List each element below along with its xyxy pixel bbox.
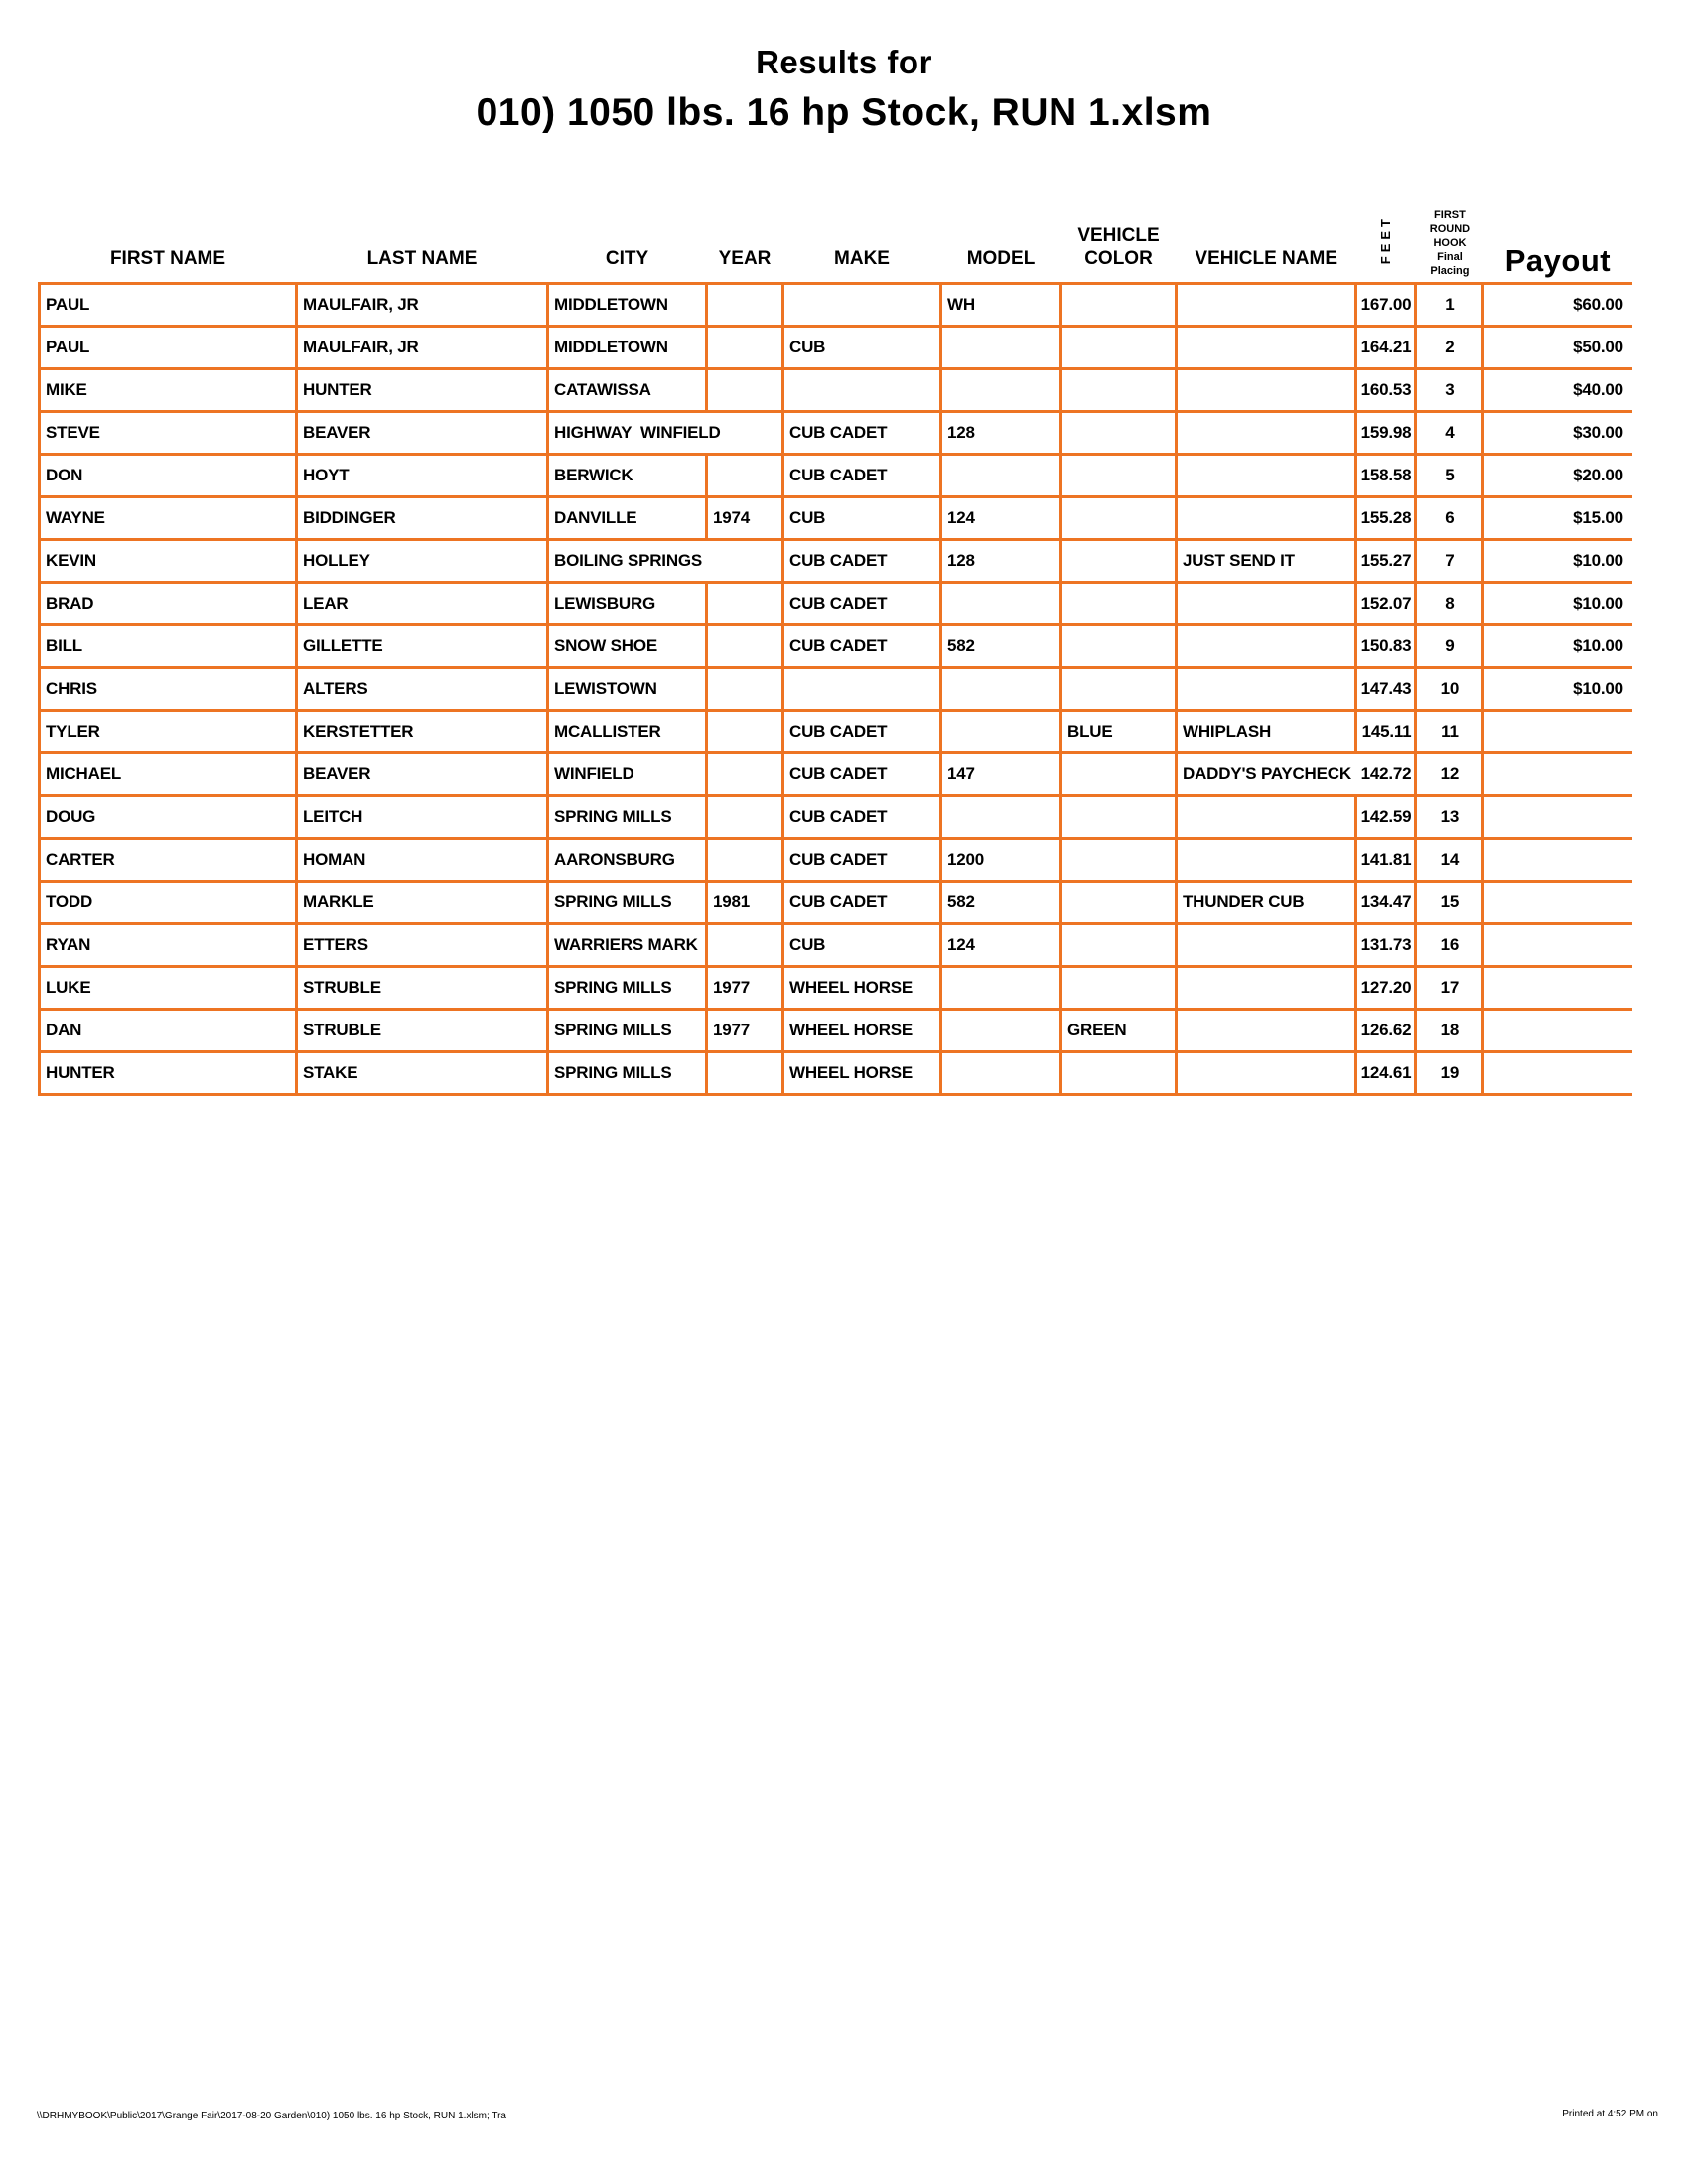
cell-color bbox=[1061, 455, 1177, 497]
hook-header-line: ROUND bbox=[1429, 223, 1471, 235]
hook-header-line: Placing bbox=[1430, 265, 1470, 277]
table-row bbox=[40, 625, 1632, 668]
cell-first: HUNTER bbox=[40, 1052, 297, 1095]
cell-feet: 126.62 bbox=[1356, 1010, 1416, 1052]
column-header-name: VEHICLE NAME bbox=[1195, 248, 1337, 269]
table-row bbox=[40, 711, 1632, 753]
cell-city: AARONSBURG bbox=[548, 839, 707, 882]
cell-city: SPRING MILLS bbox=[548, 1010, 707, 1052]
cell-hook: 5 bbox=[1416, 455, 1483, 497]
cell-last: STRUBLE bbox=[297, 967, 548, 1010]
cell-name bbox=[1177, 668, 1356, 711]
cell-last: STRUBLE bbox=[297, 1010, 548, 1052]
column-header-hook bbox=[1416, 135, 1483, 284]
cell-hook: 8 bbox=[1416, 583, 1483, 625]
cell-payout bbox=[1483, 711, 1632, 753]
cell-color bbox=[1061, 839, 1177, 882]
cell-year bbox=[707, 711, 783, 753]
cell-model: 128 bbox=[941, 540, 1061, 583]
cell-city: SPRING MILLS bbox=[548, 796, 707, 839]
cell-make: WHEEL HORSE bbox=[783, 1010, 941, 1052]
cell-last: ALTERS bbox=[297, 668, 548, 711]
cell-hook: 9 bbox=[1416, 625, 1483, 668]
cell-color bbox=[1061, 284, 1177, 327]
table-row bbox=[40, 1010, 1632, 1052]
cell-hook: 13 bbox=[1416, 796, 1483, 839]
cell-first: PAUL bbox=[40, 327, 297, 369]
cell-last: HOLLEY bbox=[297, 540, 548, 583]
cell-feet: 124.61 bbox=[1356, 1052, 1416, 1095]
cell-make: CUB bbox=[783, 497, 941, 540]
cell-make bbox=[783, 284, 941, 327]
table-row bbox=[40, 967, 1632, 1010]
cell-make: WHEEL HORSE bbox=[783, 1052, 941, 1095]
table-row bbox=[40, 924, 1632, 967]
cell-year bbox=[707, 284, 783, 327]
cell-year: 1981 bbox=[707, 882, 783, 924]
cell-name bbox=[1177, 327, 1356, 369]
cell-year bbox=[707, 455, 783, 497]
cell-model bbox=[941, 369, 1061, 412]
cell-city: SPRING MILLS bbox=[548, 967, 707, 1010]
cell-year bbox=[707, 1052, 783, 1095]
column-header-payout: Payout bbox=[1504, 243, 1612, 278]
cell-model bbox=[941, 796, 1061, 839]
cell-feet: 159.98 bbox=[1356, 412, 1416, 455]
table-row bbox=[40, 753, 1632, 796]
cell-hook: 12 bbox=[1416, 753, 1483, 796]
cell-feet: 142.72 bbox=[1356, 753, 1416, 796]
cell-color bbox=[1061, 1052, 1177, 1095]
cell-make: CUB CADET bbox=[783, 455, 941, 497]
cell-hook: 19 bbox=[1416, 1052, 1483, 1095]
cell-name bbox=[1177, 369, 1356, 412]
table-row bbox=[40, 412, 1632, 455]
table-row bbox=[40, 882, 1632, 924]
cell-year: 1977 bbox=[707, 967, 783, 1010]
cell-feet: 147.43 bbox=[1356, 668, 1416, 711]
cell-first: CARTER bbox=[40, 839, 297, 882]
cell-name bbox=[1177, 455, 1356, 497]
cell-feet: 158.58 bbox=[1356, 455, 1416, 497]
cell-city: SPRING MILLS bbox=[548, 1052, 707, 1095]
cell-feet: 155.27 bbox=[1356, 540, 1416, 583]
cell-payout: $40.00 bbox=[1483, 369, 1632, 412]
cell-name bbox=[1177, 284, 1356, 327]
cell-payout: $50.00 bbox=[1483, 327, 1632, 369]
cell-name bbox=[1177, 412, 1356, 455]
table-row bbox=[40, 455, 1632, 497]
cell-model bbox=[941, 455, 1061, 497]
cell-payout: $10.00 bbox=[1483, 540, 1632, 583]
cell-year bbox=[707, 625, 783, 668]
cell-payout: $30.00 bbox=[1483, 412, 1632, 455]
cell-color bbox=[1061, 882, 1177, 924]
cell-last: BIDDINGER bbox=[297, 497, 548, 540]
cell-year bbox=[707, 924, 783, 967]
cell-name bbox=[1177, 924, 1356, 967]
cell-color bbox=[1061, 625, 1177, 668]
cell-model: 1200 bbox=[941, 839, 1061, 882]
cell-city: WINFIELD bbox=[548, 753, 707, 796]
cell-first: MIKE bbox=[40, 369, 297, 412]
cell-year bbox=[707, 796, 783, 839]
cell-city: BOILING SPRINGS bbox=[548, 540, 783, 583]
cell-color: GREEN bbox=[1061, 1010, 1177, 1052]
table-row bbox=[40, 583, 1632, 625]
cell-payout bbox=[1483, 753, 1632, 796]
cell-feet: 141.81 bbox=[1356, 839, 1416, 882]
cell-make: CUB CADET bbox=[783, 711, 941, 753]
cell-year: 1974 bbox=[707, 497, 783, 540]
feet-header-rotated: FEET bbox=[1378, 214, 1394, 264]
cell-color bbox=[1061, 583, 1177, 625]
cell-city: WARRIERS MARK bbox=[548, 924, 707, 967]
cell-name: THUNDER CUB bbox=[1177, 882, 1356, 924]
cell-model: 128 bbox=[941, 412, 1061, 455]
cell-color bbox=[1061, 497, 1177, 540]
header-row bbox=[40, 135, 1632, 284]
results-table bbox=[38, 135, 1632, 1096]
table-row bbox=[40, 839, 1632, 882]
cell-feet: 152.07 bbox=[1356, 583, 1416, 625]
cell-model bbox=[941, 711, 1061, 753]
cell-hook: 10 bbox=[1416, 668, 1483, 711]
cell-feet: 145.11 bbox=[1356, 711, 1416, 753]
cell-name bbox=[1177, 1052, 1356, 1095]
cell-feet: 164.21 bbox=[1356, 327, 1416, 369]
cell-hook: 1 bbox=[1416, 284, 1483, 327]
cell-feet: 131.73 bbox=[1356, 924, 1416, 967]
table-row bbox=[40, 1052, 1632, 1095]
cell-name: WHIPLASH bbox=[1177, 711, 1356, 753]
cell-first: KEVIN bbox=[40, 540, 297, 583]
column-header-make: MAKE bbox=[834, 248, 890, 269]
cell-hook: 14 bbox=[1416, 839, 1483, 882]
cell-hook: 6 bbox=[1416, 497, 1483, 540]
cell-first: TYLER bbox=[40, 711, 297, 753]
column-header-color: VEHICLE COLOR bbox=[1077, 225, 1160, 269]
column-header-year: YEAR bbox=[718, 248, 772, 269]
cell-city: SNOW SHOE bbox=[548, 625, 707, 668]
cell-make: WHEEL HORSE bbox=[783, 967, 941, 1010]
hook-header-line: Final bbox=[1437, 251, 1463, 263]
cell-payout bbox=[1483, 1052, 1632, 1095]
table-row bbox=[40, 369, 1632, 412]
table-row bbox=[40, 540, 1632, 583]
cell-name bbox=[1177, 497, 1356, 540]
cell-last: KERSTETTER bbox=[297, 711, 548, 753]
cell-last: MAULFAIR, JR bbox=[297, 327, 548, 369]
column-header-city: CITY bbox=[605, 248, 649, 269]
cell-last: MAULFAIR, JR bbox=[297, 284, 548, 327]
cell-feet: 134.47 bbox=[1356, 882, 1416, 924]
cell-year bbox=[707, 327, 783, 369]
cell-feet: 155.28 bbox=[1356, 497, 1416, 540]
cell-name: JUST SEND IT bbox=[1177, 540, 1356, 583]
cell-last: LEITCH bbox=[297, 796, 548, 839]
cell-last: STAKE bbox=[297, 1052, 548, 1095]
hook-header-line: HOOK bbox=[1433, 237, 1467, 249]
hook-header-line: FIRST bbox=[1434, 209, 1466, 221]
cell-color bbox=[1061, 967, 1177, 1010]
column-header-feet bbox=[1356, 135, 1416, 284]
cell-name bbox=[1177, 583, 1356, 625]
cell-payout bbox=[1483, 1010, 1632, 1052]
cell-last: HUNTER bbox=[297, 369, 548, 412]
cell-model bbox=[941, 967, 1061, 1010]
cell-first: RYAN bbox=[40, 924, 297, 967]
cell-hook: 16 bbox=[1416, 924, 1483, 967]
cell-hook: 15 bbox=[1416, 882, 1483, 924]
cell-hook: 7 bbox=[1416, 540, 1483, 583]
cell-first: TODD bbox=[40, 882, 297, 924]
cell-hook: 4 bbox=[1416, 412, 1483, 455]
cell-model bbox=[941, 327, 1061, 369]
cell-payout bbox=[1483, 924, 1632, 967]
cell-hook: 18 bbox=[1416, 1010, 1483, 1052]
cell-name bbox=[1177, 625, 1356, 668]
cell-last: GILLETTE bbox=[297, 625, 548, 668]
cell-last: MARKLE bbox=[297, 882, 548, 924]
cell-make: CUB CADET bbox=[783, 882, 941, 924]
cell-year bbox=[707, 839, 783, 882]
cell-first: DAN bbox=[40, 1010, 297, 1052]
cell-hook: 2 bbox=[1416, 327, 1483, 369]
cell-city: DANVILLE bbox=[548, 497, 707, 540]
cell-color bbox=[1061, 668, 1177, 711]
cell-city: MCALLISTER bbox=[548, 711, 707, 753]
cell-name: DADDY'S PAYCHECK bbox=[1177, 753, 1356, 796]
cell-first: PAUL bbox=[40, 284, 297, 327]
cell-model: 124 bbox=[941, 497, 1061, 540]
cell-first: CHRIS bbox=[40, 668, 297, 711]
cell-make: CUB bbox=[783, 327, 941, 369]
cell-last: BEAVER bbox=[297, 753, 548, 796]
cell-payout bbox=[1483, 882, 1632, 924]
cell-name bbox=[1177, 1010, 1356, 1052]
column-header-model: MODEL bbox=[966, 248, 1036, 269]
cell-first: MICHAEL bbox=[40, 753, 297, 796]
cell-first: BRAD bbox=[40, 583, 297, 625]
cell-payout bbox=[1483, 796, 1632, 839]
cell-name bbox=[1177, 796, 1356, 839]
cell-model: 147 bbox=[941, 753, 1061, 796]
cell-make: CUB CADET bbox=[783, 796, 941, 839]
table-row bbox=[40, 796, 1632, 839]
cell-first: LUKE bbox=[40, 967, 297, 1010]
cell-hook: 17 bbox=[1416, 967, 1483, 1010]
cell-city: CATAWISSA bbox=[548, 369, 707, 412]
cell-payout: $10.00 bbox=[1483, 583, 1632, 625]
cell-name bbox=[1177, 839, 1356, 882]
title-block bbox=[0, 0, 1688, 135]
cell-feet: 160.53 bbox=[1356, 369, 1416, 412]
cell-payout bbox=[1483, 839, 1632, 882]
cell-first: WAYNE bbox=[40, 497, 297, 540]
cell-hook: 3 bbox=[1416, 369, 1483, 412]
cell-color bbox=[1061, 796, 1177, 839]
cell-name bbox=[1177, 967, 1356, 1010]
cell-last: HOYT bbox=[297, 455, 548, 497]
column-header-first: FIRST NAME bbox=[109, 248, 226, 269]
cell-first: STEVE bbox=[40, 412, 297, 455]
cell-payout: $20.00 bbox=[1483, 455, 1632, 497]
report-subtitle: 010) 1050 lbs. 16 hp Stock, RUN 1.xlsm bbox=[476, 91, 1212, 134]
cell-color bbox=[1061, 924, 1177, 967]
cell-model bbox=[941, 1052, 1061, 1095]
cell-color bbox=[1061, 369, 1177, 412]
cell-model bbox=[941, 668, 1061, 711]
cell-payout: $60.00 bbox=[1483, 284, 1632, 327]
cell-color bbox=[1061, 753, 1177, 796]
table-row bbox=[40, 668, 1632, 711]
cell-make: CUB CADET bbox=[783, 412, 941, 455]
cell-make: CUB CADET bbox=[783, 540, 941, 583]
footer-printed-at: Printed at 4:52 PM on bbox=[1562, 2109, 1658, 2119]
cell-city: MIDDLETOWN bbox=[548, 327, 707, 369]
cell-payout: $10.00 bbox=[1483, 625, 1632, 668]
cell-last: ETTERS bbox=[297, 924, 548, 967]
cell-color bbox=[1061, 540, 1177, 583]
cell-year: 1977 bbox=[707, 1010, 783, 1052]
cell-make: CUB CADET bbox=[783, 583, 941, 625]
cell-payout: $10.00 bbox=[1483, 668, 1632, 711]
column-header-last: LAST NAME bbox=[366, 248, 478, 269]
cell-feet: 167.00 bbox=[1356, 284, 1416, 327]
cell-last: HOMAN bbox=[297, 839, 548, 882]
cell-first: DOUG bbox=[40, 796, 297, 839]
cell-color bbox=[1061, 327, 1177, 369]
cell-feet: 127.20 bbox=[1356, 967, 1416, 1010]
cell-payout bbox=[1483, 967, 1632, 1010]
cell-model: WH bbox=[941, 284, 1061, 327]
cell-hook: 11 bbox=[1416, 711, 1483, 753]
table-row bbox=[40, 497, 1632, 540]
cell-first: BILL bbox=[40, 625, 297, 668]
table-row bbox=[40, 284, 1632, 327]
cell-last: LEAR bbox=[297, 583, 548, 625]
cell-model: 582 bbox=[941, 882, 1061, 924]
cell-make bbox=[783, 668, 941, 711]
cell-model bbox=[941, 583, 1061, 625]
cell-feet: 142.59 bbox=[1356, 796, 1416, 839]
cell-year bbox=[707, 668, 783, 711]
cell-year bbox=[707, 583, 783, 625]
cell-city: MIDDLETOWN bbox=[548, 284, 707, 327]
report-title: Results for bbox=[756, 44, 932, 80]
cell-city: LEWISTOWN bbox=[548, 668, 707, 711]
table-row bbox=[40, 327, 1632, 369]
cell-model: 124 bbox=[941, 924, 1061, 967]
cell-city: LEWISBURG bbox=[548, 583, 707, 625]
cell-make: CUB CADET bbox=[783, 839, 941, 882]
cell-first: DON bbox=[40, 455, 297, 497]
cell-payout: $15.00 bbox=[1483, 497, 1632, 540]
cell-feet: 150.83 bbox=[1356, 625, 1416, 668]
cell-color bbox=[1061, 412, 1177, 455]
cell-make bbox=[783, 369, 941, 412]
cell-city: SPRING MILLS bbox=[548, 882, 707, 924]
cell-last: BEAVER bbox=[297, 412, 548, 455]
cell-city: HIGHWAY WINFIELD bbox=[548, 412, 783, 455]
cell-city: BERWICK bbox=[548, 455, 707, 497]
cell-make: CUB CADET bbox=[783, 625, 941, 668]
cell-model bbox=[941, 1010, 1061, 1052]
cell-make: CUB bbox=[783, 924, 941, 967]
cell-model: 582 bbox=[941, 625, 1061, 668]
cell-year bbox=[707, 369, 783, 412]
footer-file-path: \\DRHMYBOOK\Public\2017\Grange Fair\2017-08-20 Garden\010) 1050 lbs. 16 hp Stock, RUN 1.xlsm; Tra bbox=[37, 2111, 506, 2121]
cell-make: CUB CADET bbox=[783, 753, 941, 796]
cell-year bbox=[707, 753, 783, 796]
cell-color: BLUE bbox=[1061, 711, 1177, 753]
